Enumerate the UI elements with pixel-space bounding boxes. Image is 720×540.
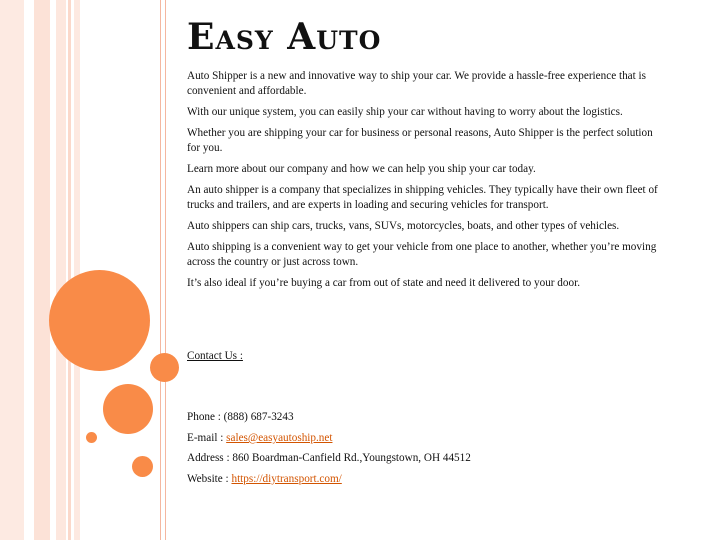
decorative-circle-tiny [86, 432, 97, 443]
decorative-circle-small [150, 353, 179, 382]
address-text: Address : 860 Boardman-Canfield Rd.,Youngstown, OH 44512 [187, 452, 471, 464]
email-link[interactable]: sales@easyautoship.net [226, 432, 333, 444]
phone-text: Phone : (888) 687-3243 [187, 411, 294, 423]
decorative-stripe [24, 0, 34, 540]
decorative-circle-large [49, 270, 150, 371]
paragraph: An auto shipper is a company that specializes in shipping vehicles. They typically have their own fleet of trucks and trailers, and are experts in loading and securing vehicles for transport. [187, 184, 658, 211]
decorative-stripe [56, 0, 66, 540]
paragraph: Auto shippers can ship cars, trucks, vans, SUVs, motorcycles, boats, and other types of vehicles. [187, 220, 620, 232]
decorative-stripe [74, 0, 80, 540]
website-line [187, 472, 342, 487]
website-link[interactable]: https://diytransport.com/ [231, 473, 342, 485]
paragraph: Auto Shipper is a new and innovative way to ship your car. We provide a hassle-free experience that is convenient and affordable. [187, 70, 646, 97]
divider-line [160, 0, 161, 540]
decorative-circle-medium [103, 384, 153, 434]
decorative-stripe [0, 0, 24, 540]
email-label: E-mail : [187, 432, 227, 444]
paragraph: It’s also ideal if you’re buying a car from out of state and need it delivered to your door. [187, 277, 580, 289]
decorative-stripe [34, 0, 50, 540]
page-title: Easy Auto [187, 16, 382, 58]
decorative-circle-small [132, 456, 153, 477]
paragraph: Auto shipping is a convenient way to get your vehicle from one place to another, whether you’re moving across the country or just across town. [187, 241, 657, 268]
paragraph: Whether you are shipping your car for business or personal reasons, Auto Shipper is the perfect solution for you. [187, 127, 653, 154]
paragraph: Learn more about our company and how we can help you ship your car today. [187, 163, 536, 175]
body-text [187, 69, 667, 297]
email-line [187, 431, 332, 446]
contact-us-link[interactable]: Contact Us : [187, 350, 243, 362]
paragraph: With our unique system, you can easily ship your car without having to worry about the logistics. [187, 106, 623, 118]
website-label: Website : [187, 473, 232, 485]
divider-line [165, 0, 166, 540]
